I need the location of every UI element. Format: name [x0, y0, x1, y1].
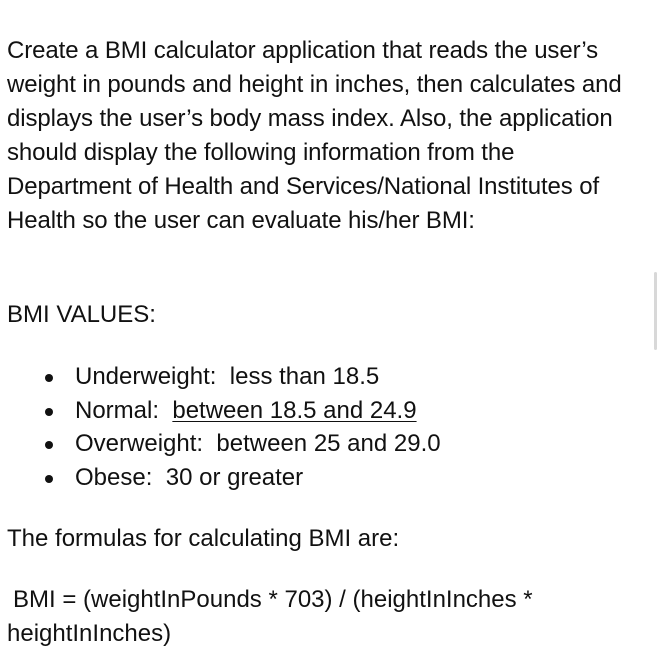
bmi-value-item-overweight	[0, 427, 441, 461]
bmi-category-label: Normal:	[75, 396, 160, 424]
bmi-value-item-normal	[0, 394, 441, 428]
bmi-value-item-underweight	[0, 360, 441, 394]
bmi-range-text: 30 or greater	[165, 463, 304, 491]
bmi-values-list	[0, 360, 441, 494]
bullet-icon	[45, 475, 53, 483]
bullet-icon	[45, 408, 53, 416]
bmi-values-heading: BMI VALUES:	[7, 301, 156, 328]
formula-text: BMI = (weightInPounds * 703) / (heightInInches * heightInInches)	[7, 586, 533, 647]
intro-paragraph: Create a BMI calculator application that reads the user’s weight in pounds and height in inches, then calculates and displays the user’s body mass index. Also, the application should display the following information from the Department of Health and Services/National Institutes of Health so the user can evaluate his/her BMI:	[7, 37, 622, 234]
bmi-category-label: Overweight:	[75, 430, 204, 457]
formula-heading: The formulas for calculating BMI are:	[7, 525, 400, 552]
bmi-range-text: less than 18.5	[229, 363, 380, 390]
bmi-category-label: Underweight:	[75, 363, 217, 390]
bmi-value-item-obese	[0, 461, 441, 495]
bullet-icon	[45, 441, 53, 449]
bmi-range-text: between 25 and 29.0	[216, 430, 441, 457]
formula-paragraph	[7, 583, 637, 651]
bmi-range-text: between 18.5 and 24.9	[172, 396, 417, 424]
bmi-category-label: Obese:	[75, 463, 153, 491]
bullet-icon	[45, 374, 53, 382]
vertical-scrollbar[interactable]	[654, 272, 657, 350]
